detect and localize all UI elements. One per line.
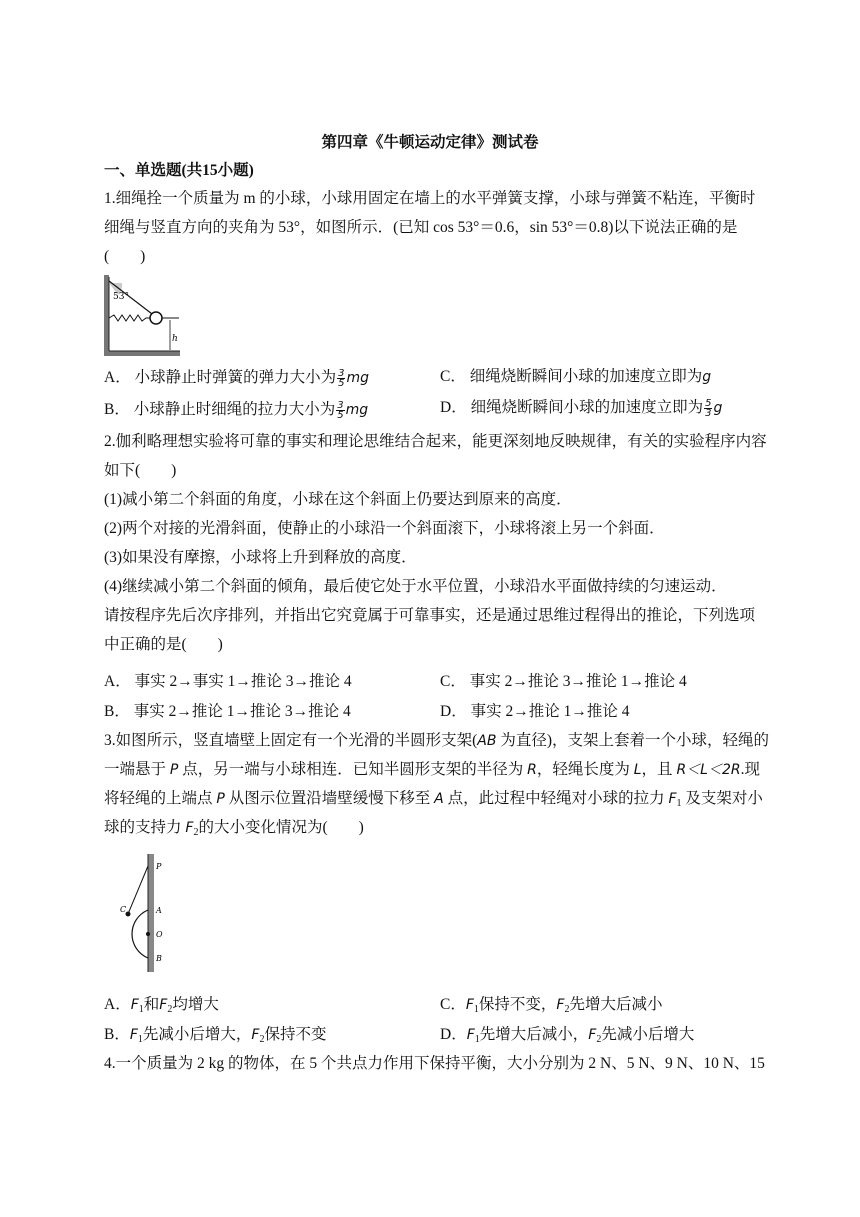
q1-spring — [109, 315, 150, 321]
q3-label-p: P — [156, 862, 162, 871]
q1-option-a-text: A． 小球静止时弹簧的弹力大小为 — [104, 369, 337, 386]
q2-option-c[interactable]: C． 事实 2→推论 3→推论 1→推论 4 — [440, 673, 687, 690]
q1-line3: ( ) — [104, 248, 146, 265]
q1-figure — [104, 275, 184, 359]
section-heading: 一、单选题(共15小题) — [104, 162, 254, 179]
q3-line3: 将轻绳的上端点 P 从图示位置沿墙壁缓慢下移至 A 点，此过程中轻绳对小球的拉力 $F_1$ 及支架对小 — [104, 790, 763, 809]
q1-option-a-fraction: $\frac{3}{5}$ — [338, 367, 345, 389]
q3-string — [128, 866, 148, 914]
q3-label-b: B — [156, 954, 162, 963]
q3-line1: 3.如图所示，竖直墙壁上固定有一个光滑的半圆形支架(AB 为直径)，支架上套着一个小球，轻绳的 — [104, 732, 770, 749]
q1-line1: 1.细绳拴一个质量为 m 的小球，小球用固定在墙上的水平弹簧支撑，小球与弹簧不粘连，平衡时 — [104, 190, 756, 207]
q3-ball — [126, 912, 131, 917]
q1-option-c[interactable]: C． 细绳烧断瞬间小球的加速度立即为g — [440, 368, 712, 385]
q3-wall — [148, 854, 154, 972]
page-title: 第四章《牛顿运动定律》测试卷 — [321, 134, 539, 151]
q3-option-a[interactable]: A．$F_1$和$F_2$均增大 — [104, 996, 219, 1015]
q2-line8: 中正确的是( ) — [104, 636, 223, 653]
q3-option-b[interactable]: B．$F_1$先减小后增大，$F_2$保持不变 — [104, 1026, 327, 1045]
q3-line4: 球的支持力 $F_2$的大小变化情况为( ) — [104, 819, 364, 838]
q1-floor — [104, 351, 180, 356]
q1-option-b-text: B． 小球静止时细绳的拉力大小为 — [104, 401, 336, 418]
q3-figure — [108, 850, 168, 974]
q1-option-b[interactable]: B． 小球静止时细绳的拉力大小为 $\frac{3}{5}$ mg — [104, 399, 369, 421]
q1-wall — [104, 275, 109, 355]
q2-line2: 如下( ) — [104, 462, 177, 479]
q4-line1: 4.一个质量为 2 kg 的物体，在 5 个共点力作用下保持平衡，大小分别为 2 N、5 N、9 N、10 N、15 — [104, 1055, 765, 1072]
q2-option-a[interactable]: A． 事实 2→事实 1→推论 3→推论 4 — [104, 673, 352, 690]
q3-label-a: A — [156, 906, 162, 915]
q2-line1: 2.伽利略理想实验将可靠的事实和理论思维结合起来，能更深刻地反映规律，有关的实验程序内容 — [104, 433, 767, 450]
q2-option-d[interactable]: D． 事实 2→推论 1→推论 4 — [440, 703, 630, 720]
q1-option-b-fraction: $\frac{3}{5}$ — [337, 399, 344, 421]
q1-option-d-fraction: $\frac{5}{3}$ — [705, 397, 712, 419]
q1-ball — [150, 312, 162, 324]
q2-statement-2: (2)两个对接的光滑斜面，使静止的小球沿一个斜面滚下，小球将滚上另一个斜面． — [104, 520, 665, 537]
q2-statement-3: (3)如果没有摩擦，小球将上升到释放的高度． — [104, 549, 417, 566]
q2-statement-1: (1)减小第二个斜面的角度，小球在这个斜面上仍要达到原来的高度． — [104, 491, 572, 508]
q1-fig-angle: 53° — [113, 292, 129, 302]
q3-semicircle — [132, 910, 148, 958]
q1-option-c-text: C． 细绳烧断瞬间小球的加速度立即为 — [440, 368, 703, 385]
q3-option-c[interactable]: C．$F_1$保持不变，$F_2$先增大后减小 — [440, 996, 663, 1015]
q1-option-d-text: D． 细绳烧断瞬间小球的加速度立即为 — [440, 399, 704, 416]
q2-line7: 请按程序先后次序排列，并指出它究竟属于可靠事实，还是通过思维过程得出的推论，下列选项 — [104, 607, 756, 624]
q3-option-d[interactable]: D．$F_1$先增大后减小，$F_2$先减小后增大 — [440, 1026, 695, 1045]
q2-option-b[interactable]: B． 事实 2→推论 1→推论 3→推论 4 — [104, 703, 351, 720]
q1-fig-h: h — [172, 334, 178, 344]
q1-option-a[interactable]: A． 小球静止时弹簧的弹力大小为 $\frac{3}{5}$ mg — [104, 367, 369, 389]
q1-line2: 细绳与竖直方向的夹角为 53°，如图所示．(已知 cos 53°＝0.6，sin 53°＝0.8)以下说法正确的是 — [104, 219, 738, 236]
q3-label-o: O — [156, 930, 163, 939]
q3-line2: 一端悬于 P 点，另一端与小球相连．已知半圆形支架的半径为 R，轻绳长度为 L，且 R＜L＜2R.现 — [104, 761, 760, 778]
q1-option-d[interactable]: D． 细绳烧断瞬间小球的加速度立即为 $\frac{5}{3}$ g — [440, 397, 723, 419]
q3-label-c: C — [120, 905, 127, 914]
q2-statement-4: (4)继续减小第二个斜面的倾角，最后使它处于水平位置，小球沿水平面做持续的匀速运动． — [104, 578, 727, 595]
